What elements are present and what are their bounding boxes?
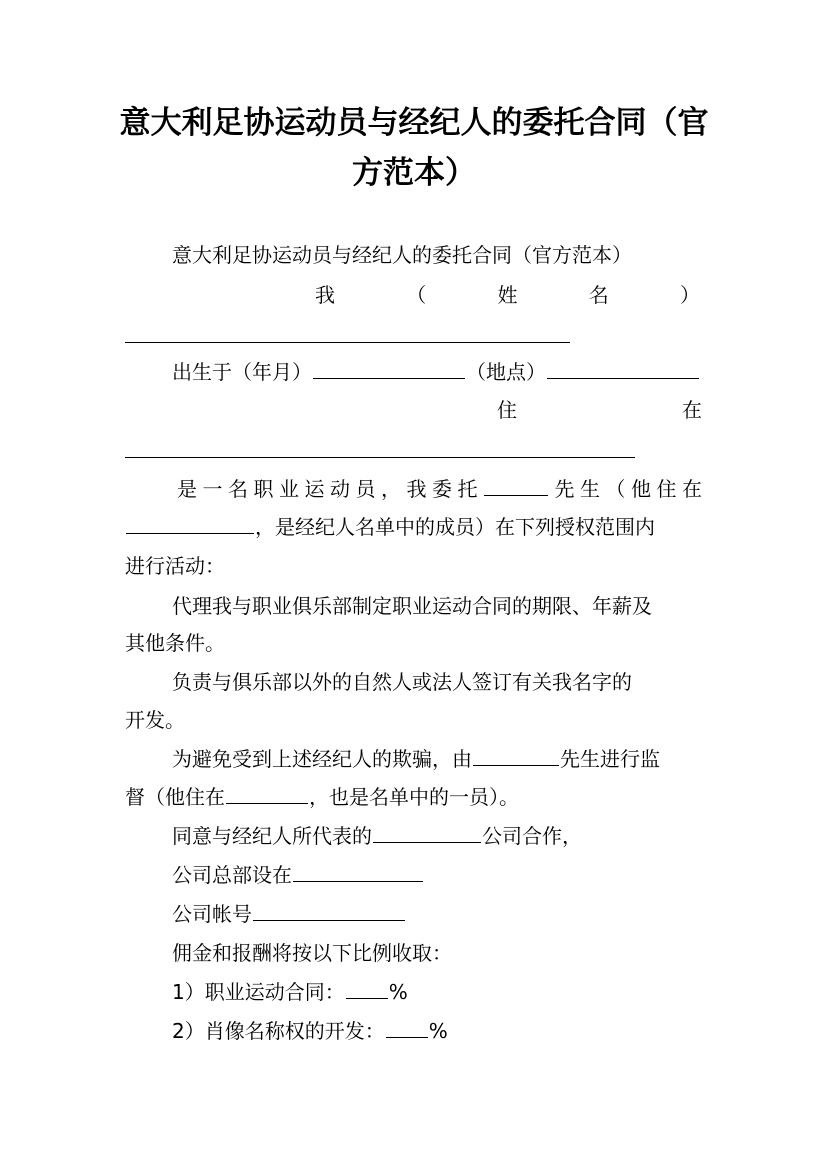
hq-blank [293, 859, 423, 882]
entrust-text-a: 是一名职业运动员，我委托 [177, 477, 483, 501]
entrust-text-b: 先生（他住在 [549, 477, 702, 501]
company-text-a: 同意与经纪人所代表的 [172, 824, 372, 848]
company-line [172, 817, 582, 855]
birth-place-blank [547, 356, 699, 379]
resp-para-text-1: 负责与俱乐部以外的自然人或法人签订有关我名字的 [172, 670, 632, 694]
item-2-blank [386, 1015, 428, 1038]
name-word-wo: 我 [315, 283, 335, 307]
residence-word-zhu: 住 [497, 398, 517, 422]
item-2-percent: % [428, 1019, 448, 1043]
document-title: 意大利足协运动员与经纪人的委托合同（官方范本） [119, 105, 709, 191]
agent-name-blank [484, 473, 548, 496]
account-text: 公司帐号 [172, 902, 252, 926]
subtitle-text: 意大利足协运动员与经纪人的委托合同（官方范本） [172, 243, 632, 267]
super-text-c: 督（他住在 [125, 785, 225, 809]
company-name-blank [373, 820, 481, 843]
super-text-d: ，也是名单中的一员）。 [309, 785, 519, 809]
name-word-ming: 名 [588, 283, 609, 307]
name-blank [125, 342, 570, 343]
super-text-a: 为避免受到上述经纪人的欺骗，由 [172, 747, 472, 771]
name-paren-open: （ [406, 283, 427, 307]
item-1-percent: % [388, 980, 408, 1004]
hq-text: 公司总部设在 [172, 863, 292, 887]
name-line [315, 276, 700, 314]
fee-line [172, 934, 452, 972]
company-text-b: 公司合作， [482, 824, 582, 848]
agent-para-text-2: 其他条件。 [125, 631, 225, 655]
item-1-blank [346, 976, 388, 999]
name-word-xing: 姓 [497, 283, 518, 307]
residence-blank [125, 457, 635, 458]
birth-line [172, 353, 702, 391]
agent-para-2 [125, 624, 225, 662]
supervisor-address-blank [226, 781, 308, 804]
fee-text: 佣金和报酬将按以下比例收取： [172, 941, 452, 965]
birth-label: 出生于（年月） [172, 360, 312, 384]
birth-date-blank [313, 356, 465, 379]
item-1 [172, 973, 408, 1011]
item-2-text: 2）肖像名称权的开发： [172, 1019, 385, 1043]
entrust-line-2 [125, 508, 702, 546]
birth-place-label: （地点） [466, 360, 546, 384]
super-text-b: 先生进行监 [560, 747, 660, 771]
agent-para-1 [172, 587, 652, 625]
entrust-line-3 [125, 547, 225, 585]
item-1-text: 1）职业运动合同： [172, 980, 345, 1004]
name-paren-close: ） [680, 283, 700, 307]
resp-para-2 [125, 701, 185, 739]
account-line [172, 895, 406, 933]
residence-line [497, 391, 702, 429]
super-para-2 [125, 778, 519, 816]
entrust-line-1 [177, 470, 702, 508]
entrust-text-c: ，是经纪人名单中的成员）在下列授权范围内 [255, 515, 655, 539]
resp-para-text-2: 开发。 [125, 708, 185, 732]
hq-line [172, 856, 424, 894]
agent-para-text-1: 代理我与职业俱乐部制定职业运动合同的期限、年薪及 [172, 594, 652, 618]
account-blank [253, 898, 405, 921]
supervisor-name-blank [473, 743, 559, 766]
entrust-text-d: 进行活动： [125, 554, 225, 578]
residence-word-zai: 在 [682, 398, 702, 422]
agent-address-blank [126, 511, 254, 534]
resp-para-1 [172, 663, 632, 701]
super-para-1 [172, 740, 702, 778]
item-2 [172, 1012, 448, 1050]
subtitle [172, 236, 632, 274]
